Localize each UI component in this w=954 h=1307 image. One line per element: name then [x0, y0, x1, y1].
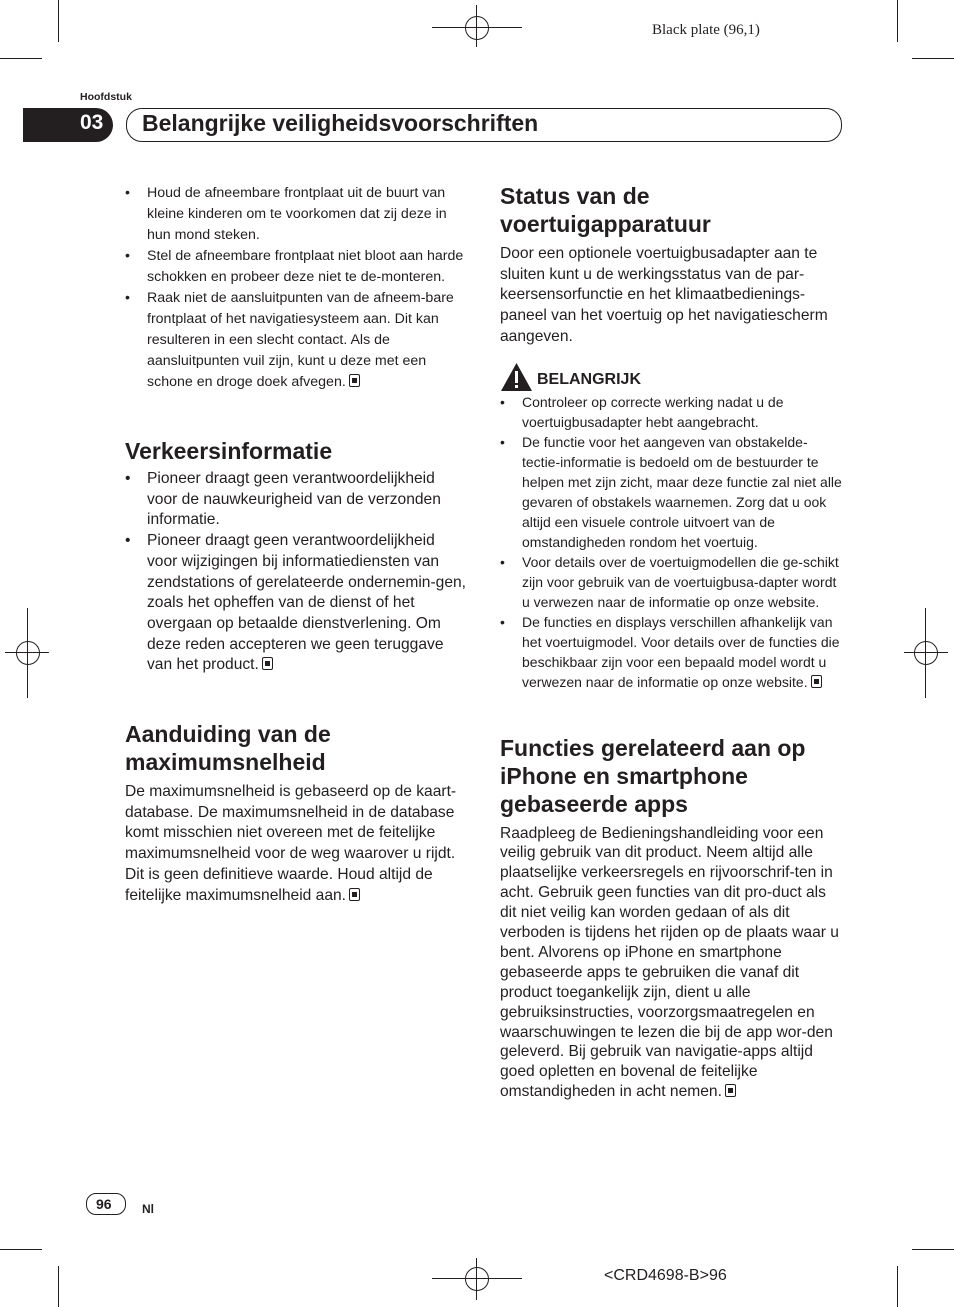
left-column: [125, 183, 467, 906]
crop-mark: [912, 1249, 954, 1250]
end-mark-icon: [725, 1084, 736, 1097]
crop-mark: [0, 58, 42, 59]
chapter-title: Belangrijke veiligheidsvoorschriften: [142, 110, 539, 136]
section-heading-apps: Functies gerelateerd aan op iPhone en smartphone gebaseerde apps: [500, 734, 806, 817]
speed-paragraph: De maximumsnelheid is gebaseerd op de kaart-database. De maximumsnelheid in de database komt misschien niet overeen met de feitelijke maximumsnelheid voor de weg waarover u rijdt. Dit is geen definitieve waarde. Houd altijd de feitelijke maximumsnelheid aan.: [125, 783, 457, 904]
crop-mark: [897, 1266, 898, 1307]
section-heading-speed: Aanduiding van de maximumsnelheid: [125, 721, 331, 776]
list-item: • Raak niet de aansluitpunten van de afneem-bare frontplaat of het navigatiesysteem aan. Dit kan resulteren in een slecht contact. Als de aansluitpunten vuil zijn, kunt u deze met een schone en droge doek afvegen.: [125, 288, 467, 393]
crop-mark: [58, 1266, 59, 1307]
list-item: • Stel de afneembare frontplaat niet bloot aan harde schokken en probeer deze niet te de-monteren.: [125, 246, 467, 288]
list-item: • Voor details over de voertuigmodellen die ge-schikt zijn voor gebruik van de voertuigbusa-dapter wordt u verwezen naar de informatie op onze website.: [500, 552, 844, 612]
apps-paragraph: Raadpleeg de Bedieningshandleiding voor een veilig gebruik van dit product. Neem altijd alle plaatselijke verkeersregels en rijvoorschrif-ten in acht. Gebruik geen functies van dit pro-duct als dit niet veilig kan worden gedaan of als dit verboden is tijdens het rijden op de plaats waar u bent. Alvorens op iPhone en smartphone gebaseerde apps te gebruiken die vanaf dit product toegankelijk zijn, dient u alle gebruiksinstructies, voorzorgsmaatregelen en waarschuwingen te lezen die bij de app wor-den geleverd. Bij gebruik van navigatie-apps altijd goed opletten en bovenal de feitelijke omstandigheden in acht nemen.: [500, 824, 839, 1101]
status-paragraph: Door een optionele voertuigbusadapter aan te sluiten kunt u de werkingsstatus van de par-keersensorfunctie en het klimaatbedienings-paneel van het voertuig op het navigatiescherm aangeven.: [500, 245, 828, 345]
crop-mark: [58, 0, 59, 42]
list-item: • Houd de afneembare frontplaat uit de buurt van kleine kinderen om te voorkomen dat zij deze in hun mond steken.: [125, 183, 467, 246]
warning-icon: [500, 362, 533, 392]
list-item: • De functie voor het aangeven van obstakelde-tectie-informatie is bedoeld om de bestuurder te helpen met zijn zicht, maar deze functie zal niet alle gevaren of obstakels waarnemen. Zorg dat u ook altijd een visuele controle uitvoert van de omstandigheden rondom het voertuig.: [500, 432, 844, 552]
traffic-bullet-list: [125, 469, 467, 676]
list-item: • Pioneer draagt geen verantwoordelijkheid voor wijzigingen bij informatiediensten van zendstations of gerelateerde ondernemin-gen, zoals het opheffen van de dienst of het overgaan op betaalde dienstverlening. Om deze reden accepteren we geen teruggave van het product.: [125, 531, 467, 676]
crop-mark: [897, 0, 898, 42]
important-header: [500, 362, 844, 392]
end-mark-icon: [811, 675, 822, 688]
important-label: BELANGRIJK: [537, 370, 642, 388]
end-mark-icon: [349, 888, 360, 901]
end-mark-icon: [262, 657, 273, 670]
document-code: <CRD4698-B>96: [604, 1267, 727, 1284]
section-heading-traffic: Verkeersinformatie: [125, 438, 333, 464]
section-heading-status: Status van de voertuigapparatuur: [500, 183, 711, 237]
plate-label: Black plate (96,1): [652, 22, 760, 38]
right-column: [500, 182, 844, 1102]
language-code: Nl: [142, 1202, 154, 1216]
crop-mark: [0, 1249, 42, 1250]
crop-mark: [912, 58, 954, 59]
list-item: • De functies en displays verschillen afhankelijk van het voertuigmodel. Voor details over de functies die beschikbaar zijn voor een bepaald model wordt u verwezen naar de informatie op onze website.: [500, 612, 844, 692]
chapter-number: 03: [80, 111, 104, 134]
chapter-label: Hoofdstuk: [80, 91, 132, 103]
list-item: • Controleer op correcte werking nadat u de voertuigbusadapter hebt aangebracht.: [500, 392, 844, 432]
intro-bullet-list: [125, 183, 467, 393]
end-mark-icon: [349, 374, 360, 387]
page-number: 96: [96, 1196, 112, 1212]
important-bullet-list: [500, 392, 844, 692]
list-item: • Pioneer draagt geen verantwoordelijkheid voor de nauwkeurigheid van de verzonden informatie.: [125, 469, 467, 531]
